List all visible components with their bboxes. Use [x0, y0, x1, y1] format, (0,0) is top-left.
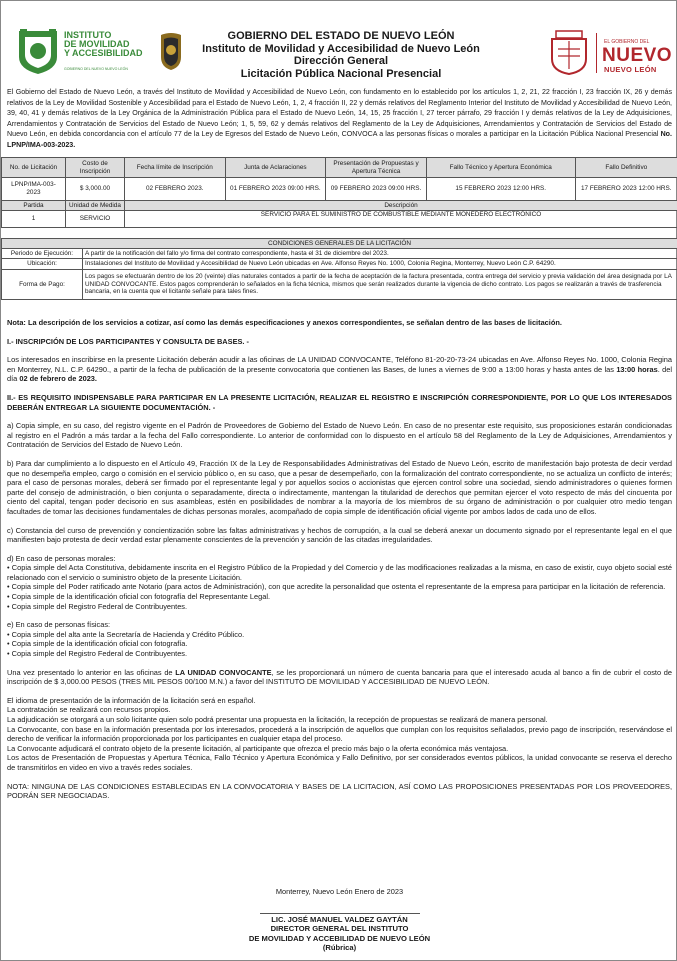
conditions-table — [1, 238, 677, 300]
list-item: • Copia simple del Registro Federal de Contribuyentes. — [7, 601, 188, 611]
table-cell: 15 FEBRERO 2023 12:00 HRS. — [426, 178, 575, 201]
signature-line — [260, 913, 420, 914]
requirement-c: c) Constancia del curso de prevención y concientización sobre las faltas administrativas y hechos de corrupción, a la cual se deberá anexar un documento signado por el representante legal en el que manifiesten bajo protesta de decir verdad estar plenamente conscientes de la prevención y sanción de las citadas irregularidades. — [7, 525, 672, 545]
nl-shield-icon — [15, 27, 61, 75]
payment-paragraph: Una vez presentado lo anterior en las oficinas de LA UNIDAD CONVOCANTE, se les proporcionará un número de cuenta bancaria para que el interesado acuda al banco a fin de cubrir el costo de inscripción de $ 3,000.00 PESOS (TRES MIL PESOS 00/100 M.N.) a favor del INSTITUTO DE MOVILIDAD Y ACCESIBILIDAD DE NUEVO LEÓN. — [7, 667, 672, 687]
table-header-cell: Costo de Inscripción — [65, 158, 124, 178]
list-item: Los actos de Presentación de Propuestas y Apertura Técnica, Fallo Técnico y Apertura Económica y Fallo Definitivo, por ser considerados eventos públicos, la unidad convocante se reserva el derecho de transmitirlos en video en vivo a través redes sociales. — [7, 753, 672, 772]
header — [1, 1, 677, 89]
table-cell: 09 FEBRERO 2023 09:00 HRS. — [326, 178, 427, 201]
title-tender-type: Licitación Pública Nacional Presencial — [240, 67, 442, 80]
table-cell: SERVICIO PARA EL SUMINISTRO DE COMBUSTIBLE MEDIANTE MONEDERO ELECTRÓNICO — [125, 211, 677, 228]
signer-title-2: DE MOVILIDAD Y ACCEBILIDAD DE NUEVO LEÓN — [248, 933, 431, 943]
item-value-row — [2, 211, 677, 228]
table-cell: SERVICIO — [65, 211, 124, 228]
list-item: • Copia simple de la identificación oficial con fotografía del Representante Legal. — [7, 592, 271, 602]
list-item: La adjudicación se otorgará a un solo licitante quien solo podrá presentar una propuesta en la licitación, la recepción de propuestas se realizará de manera personal. — [7, 715, 548, 724]
list-item: d) En caso de personas morales: — [7, 553, 116, 563]
table-cell: 02 FEBRERO 2023. — [125, 178, 225, 201]
table-header-cell: Unidad de Medida — [65, 201, 124, 211]
tender-schedule-table — [1, 157, 677, 228]
signature-note: (Rúbrica) — [322, 942, 357, 952]
title-direction: Dirección General — [293, 55, 389, 67]
list-item: e) En caso de personas físicas: — [7, 620, 111, 630]
list-item: • Copia simple del Registro Federal de Contribuyentes. — [7, 649, 188, 659]
list-item: El idioma de presentación de la información de la licitación será en español. — [7, 695, 256, 705]
section-2-title: II.- ES REQUISITO INDISPENSABLE PARA PARTICIPAR EN LA PRESENTE LICITACIÓN, REALIZAR EL REGISTRO E INSCRIPCIÓN CORRESPONDIENTE, POR LO QUE LOS INTERESADOS DEBERÁN ENTREGAR LA SIGUIENTE DOCUMENTACIÓN. - — [7, 392, 672, 412]
gov-logo-bottom: NUEVO LEÓN — [604, 65, 657, 74]
table-cell: $ 3,000.00 — [65, 178, 124, 201]
list-item: • Copia simple del Poder ratificado ante Notario (para actos de Administración), con que acredite la personalidad que ostenta el representante de la empresa para participar en la licitación de referencia. — [7, 582, 666, 592]
list-item: La Convocante, con base en la información presentada por los interesados, procederá a la inscripción de aquellos que cumplan con los requisitos señalados, previo pago de inscripción, reservándose el derecho de verificar la información proporcionada por los participantes en cualquier etapa del proceso. — [7, 724, 672, 744]
condition-row — [2, 249, 677, 259]
document-body — [7, 318, 672, 801]
tender-reference: No. LPNP/IMA-003-2023. — [7, 130, 672, 149]
condition-row — [2, 270, 677, 300]
table-cell: 01 FEBRERO 2023 09:00 HRS. — [225, 178, 326, 201]
table-header-cell: Fallo Técnico y Apertura Económica — [426, 158, 575, 178]
services-note: Nota: La descripción de los servicios a cotizar, así como las demás especificaciones y anexos correspondientes, se señalan dentro de las bases de licitación. — [7, 318, 562, 327]
list-item: La contratación se realizará con recursos propios. — [7, 705, 171, 715]
table-header-cell: Fecha límite de Inscripción — [125, 158, 225, 178]
institute-logo-text: INSTITUTO DE MOVILIDAD Y ACCESIBILIDAD — [64, 30, 143, 58]
table-header-cell: No. de Licitación — [2, 158, 66, 178]
signer-name: LIC. JOSÉ MANUEL VALDEZ GAYTÁN — [271, 915, 408, 924]
schedule-value-row — [2, 178, 677, 201]
table-cell: 1 — [2, 211, 66, 228]
table-cell: LPNP/IMA-003-2023 — [2, 178, 66, 201]
section-1-title: I.- INSCRIPCIÓN DE LOS PARTICIPANTES Y CONSULTA DE BASES. - — [7, 336, 249, 346]
table-header-cell: Descripción — [125, 201, 677, 211]
title-institute: Instituto de Movilidad y Accesibilidad de Nuevo León — [202, 42, 480, 55]
logo-divider — [596, 33, 597, 73]
requirement-b: b) Para dar cumplimiento a lo dispuesto en el Artículo 49, Fracción IX de la Ley de Responsabilidades Administrativas del Estado de Nuevo León, escrito de manifestación bajo protesta de decir verdad que no desempeña empleo, cargo o comisión en el servicio público o, en su caso, que a pesar de desempeñarlo, con la formalización del contrato correspondiente, no se actualiza un conflicto de interés; para el caso de personas morales, deberá ser firmado por el representante legal y por aquellos socios o accionistas que ejercen control sobre una sociedad, siendo administradores o quienes formen parte del consejo de administración, o bien conjunta o separadamente, directa o indirectamente, mantengan la titularidad de derechos que permitan ejercer el voto respecto de más del cincuenta por ciento del capital, tengan poder decisorio en sus asambleas, estén en posibilidades de nombrar a la mayoría de los miembros de su órgano de administración o por cualquier otro medio tengan facultades de tomar las decisiones fundamentales de dichas personas morales, acompañado de copia simple de identificación oficial vigente por ambos lados de cada uno de ellos. — [7, 458, 672, 516]
title-government: GOBIERNO DEL ESTADO DE NUEVO LEÓN — [227, 30, 455, 42]
institute-logo-tagline: GOBIERNO DEL NUEVO NUEVO LEÓN — [64, 67, 128, 71]
list-item: La Convocante adjudicará el contrato objeto de la presente licitación, al participante que ofrezca el precio más bajo o la oferta económica más ventajosa. — [7, 743, 509, 753]
negotiation-note: NOTA: NINGUNA DE LAS CONDICIONES ESTABLECIDAS EN LA CONVOCATORIA Y BASES DE LA LICITACION, ASÍ COMO LAS PROPOSICIONES PRESENTADAS POR LOS PROVEEDORES, PODRÁN SER NEGOCIADAS. — [7, 781, 672, 801]
requirement-d — [7, 554, 672, 612]
table-header-cell: Fallo Definitivo — [575, 158, 677, 178]
list-item: • Copia simple del Acta Constitutiva, debidamente inscrita en el Registro Público de la Propiedad y del Comercio y de las modificaciones realizadas a la misma, en caso de existir, cuyo objeto social esté relacionado con el servicio o suministro objeto de la presente Licitación. — [7, 563, 672, 582]
gov-logo-top: EL GOBIERNO DEL — [604, 39, 650, 45]
condition-label: Ubicación: — [2, 259, 83, 270]
government-logo — [548, 29, 673, 77]
condition-label: Periodo de Ejecución: — [2, 249, 83, 259]
state-seal-icon — [548, 29, 590, 75]
table-header-cell: Junta de Aclaraciones — [225, 158, 326, 178]
condition-row — [2, 259, 677, 270]
condition-value: Instalaciones del Instituto de Movilidad y Accesibilidad de Nuevo León ubicadas en Ave. Alfonso Reyes No. 1000, Colonia Regina, Monterrey, Nuevo León C.P. 64290. — [83, 259, 677, 270]
condition-label: Forma de Pago: — [2, 270, 83, 300]
institute-logo — [15, 27, 175, 75]
signer-title-1: DIRECTOR GENERAL DEL INSTITUTO — [270, 924, 409, 934]
place-date: Monterrey, Nuevo León Enero de 2023 — [275, 887, 404, 896]
section-1-text: Los interesados en inscribirse en la presente Licitación deberán acudir a las oficinas de LA UNIDAD CONVOCANTE, Teléfono 81-20-20-73-24 ubicadas en Ave. Alfonso Reyes No. 1000, Colonia Regina en Monterrey, N.L. C.P. 64290., a partir de la fecha de publicación de la presente convocatoria que contienen las Bases, de lunes a viernes de 9:00 a 13:00 horas y hasta antes de las 13:00 horas. del día 02 de febrero de 2023. — [7, 355, 672, 384]
schedule-header-row — [2, 158, 677, 178]
table-header-cell: Presentación de Propuestas y Apertura Técnica — [326, 158, 427, 178]
table-cell: 17 FEBRERO 2023 12:00 HRS. — [575, 178, 677, 201]
requirement-a: a) Copia simple, en su caso, del registro vigente en el Padrón de Proveedores de Gobierno del Estado de Nuevo León. En caso de no presentar este requisito, sus proposiciones estarán condicionadas al registro en el Padrón a más tardar a la fecha del Fallo correspondiente. Lo anterior de conformidad con lo dispuesto en el artículo 58 del Reglamento de la Ley de Adquisiciones, Arrendamientos y Contratación de Servicios del Estado de Nuevo León. — [7, 421, 672, 450]
intro-paragraph: El Gobierno del Estado de Nuevo León, a través del Instituto de Movilidad y Accesibilidad de Nuevo León, con fundamento en lo establecido por los artículos 1, 2, 21, 22 fracción I, 23 fracción IX, 26 y demás relativos de la Ley de Movilidad Sostenible y Accesibilidad para el Estado de Nuevo León, 1, 2, 4 fracción II, 22 y demás relativos del Reglamento Interior del Instituto de Movilidad y Accesibilidad de Nuevo León, 39, 40, 41 y demás relativos de la Ley Orgánica de la Administración Pública para el Estado de Nuevo León, 14, 15, 25 fracción I, 27 tercer párrafo, 29 fracción I y demás relativos de la Ley de Adquisiciones, Arrendamientos y Contratación de Servicios del Estado de Nuevo León; 1, 5, 59, 62 y demás relativos del Reglamento de la Ley de Adquisiciones, Arrendamientos y Contratación de Servicios del Estado de Nuevo León, en debida concordancia con el artículo 77 de la Ley de Egresos del Estado de Nuevo León, CONVOCA a las personas físicas o morales a participar en la Licitación Pública Nacional Presencial No. LPNP/IMA-003-2023. — [7, 88, 672, 149]
condition-value: Los pagos se efectuarán dentro de los 20 (veinte) días naturales contados a partir de la fecha de aceptación de la factura presentada, contra entrega del servicio y previa validación del área designada por LA UNIDAD CONVOCANTE. Estos pagos comprenderán lo señalados en la ficha técnica, mismos que serán realizados durante la vigencia de dicho contrato. Los pagos se realizarán a través de trasferencia bancaria, en la cuenta que el licitante señale para tales fines. — [83, 270, 677, 300]
conditions-title: CONDICIONES GENERALES DE LA LICITACIÓN — [2, 239, 677, 249]
signature-block — [1, 915, 677, 952]
list-item: • Copia simple de la identificación oficial con fotografía. — [7, 639, 188, 649]
police-badge-icon — [159, 31, 183, 71]
requirement-e — [7, 620, 672, 658]
gov-logo-main: NUEVO — [602, 45, 673, 66]
document-titles — [191, 30, 491, 80]
general-terms — [7, 696, 672, 773]
list-item: • Copia simple del alta ante la Secretaría de Hacienda y Crédito Público. — [7, 629, 245, 639]
table-header-cell: Partida — [2, 201, 66, 211]
condition-value: A partir de la notificación del fallo y/o firma del contrato correspondiente, hasta el 31 de diciembre del 2023. — [83, 249, 677, 259]
item-header-row — [2, 201, 677, 211]
